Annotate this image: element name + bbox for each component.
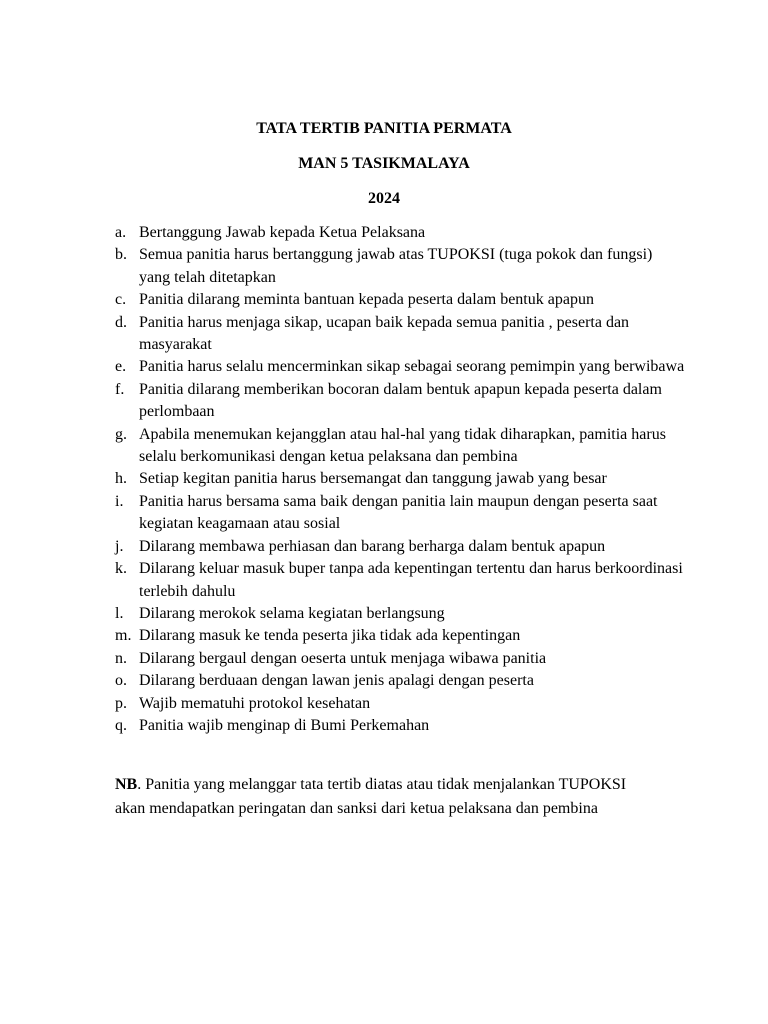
- list-item-text: Panitia harus menjaga sikap, ucapan baik kepada semua panitia , peserta dan masyarakat: [139, 313, 630, 354]
- list-item-text: Bertanggung Jawab kepada Ketua Pelaksana: [139, 224, 426, 241]
- note-paragraph: [115, 773, 660, 820]
- list-item: [115, 693, 685, 715]
- list-item-marker: o.: [115, 672, 127, 690]
- note-label: NB: [115, 776, 138, 793]
- list-item-text: Wajib mematuhi protokol kesehatan: [139, 694, 371, 712]
- note-text: . Panitia yang melanggar tata tertib diatas atau tidak menjalankan TUPOKSI akan mendapatkan peringatan dan sanksi dari ketua pelaksana dan pembina: [115, 776, 627, 817]
- list-item: [115, 289, 685, 311]
- list-item-text: Dilarang membawa perhiasan dan barang berharga dalam bentuk apapun: [139, 537, 606, 555]
- list-item: [115, 648, 685, 670]
- list-item-text: Setiap kegitan panitia harus bersemangat dan tanggung jawab yang besar: [139, 470, 607, 488]
- rules-list: [115, 222, 685, 737]
- list-item-marker: q.: [115, 716, 127, 734]
- list-item: [115, 356, 685, 378]
- list-item-marker: j.: [115, 537, 124, 555]
- list-item-text: Dilarang berduaan dengan lawan jenis apalagi dengan peserta: [139, 672, 534, 690]
- list-item-text: Panitia wajib menginap di Bumi Perkemahan: [139, 716, 430, 734]
- list-item-marker: l.: [115, 604, 124, 622]
- list-item-text: Panitia harus selalu mencerminkan sikap sebagai seorang pemimpin yang berwibawa: [139, 358, 685, 376]
- list-item: [115, 468, 685, 490]
- list-item-marker: e.: [115, 358, 127, 376]
- list-item-marker: n.: [115, 649, 127, 667]
- list-item-text: Panitia dilarang meminta bantuan kepada peserta dalam bentuk apapun: [139, 291, 594, 309]
- list-item: [115, 312, 685, 357]
- list-item-marker: h.: [115, 470, 127, 488]
- list-item-text: Dilarang merokok selama kegiatan berlangsung: [139, 604, 445, 622]
- document-subtitle: MAN 5 TASIKMALAYA: [298, 155, 470, 172]
- document-year: 2024: [368, 190, 400, 207]
- list-item-marker: d.: [115, 313, 127, 331]
- list-item: [115, 558, 685, 603]
- list-item: [115, 244, 685, 289]
- list-item: [115, 379, 685, 424]
- list-item: [115, 491, 685, 536]
- list-item-text: Dilarang keluar masuk buper tanpa ada kepentingan tertentu dan harus berkoordinasi terlebih dahulu: [139, 560, 683, 600]
- list-item: [115, 424, 685, 469]
- list-item-marker: b.: [115, 246, 127, 264]
- list-item-marker: m.: [115, 627, 132, 645]
- list-item-text: Dilarang bergaul dengan oeserta untuk menjaga wibawa panitia: [139, 649, 547, 667]
- list-item: [115, 536, 685, 558]
- list-item-marker: a.: [115, 224, 127, 241]
- list-item: [115, 625, 685, 647]
- list-item-text: Apabila menemukan kejangglan atau hal-hal yang tidak diharapkan, pamitia harus selalu berkomunikasi dengan ketua pelaksana dan pembina: [139, 425, 666, 466]
- list-item-marker: c.: [115, 291, 127, 309]
- list-item: [115, 670, 685, 692]
- list-item-marker: k.: [115, 560, 127, 578]
- list-item-marker: g.: [115, 425, 127, 443]
- list-item: [115, 222, 685, 244]
- list-item-marker: p.: [115, 694, 127, 712]
- list-item: [115, 603, 685, 625]
- list-item-text: Dilarang masuk ke tenda peserta jika tidak ada kepentingan: [139, 627, 521, 645]
- list-item-marker: i.: [115, 492, 124, 510]
- list-item: [115, 715, 685, 737]
- document-title: TATA TERTIB PANITIA PERMATA: [256, 120, 512, 137]
- list-item-text: Panitia harus bersama sama baik dengan panitia lain maupun dengan peserta saat kegiatan keagamaan atau sosial: [139, 492, 658, 533]
- list-item-text: Panitia dilarang memberikan bocoran dalam bentuk apapun kepada peserta dalam perlombaan: [139, 380, 662, 421]
- list-item-text: Semua panitia harus bertanggung jawab atas TUPOKSI (tuga pokok dan fungsi) yang telah ditetapkan: [139, 246, 653, 286]
- list-item-marker: f.: [115, 380, 125, 398]
